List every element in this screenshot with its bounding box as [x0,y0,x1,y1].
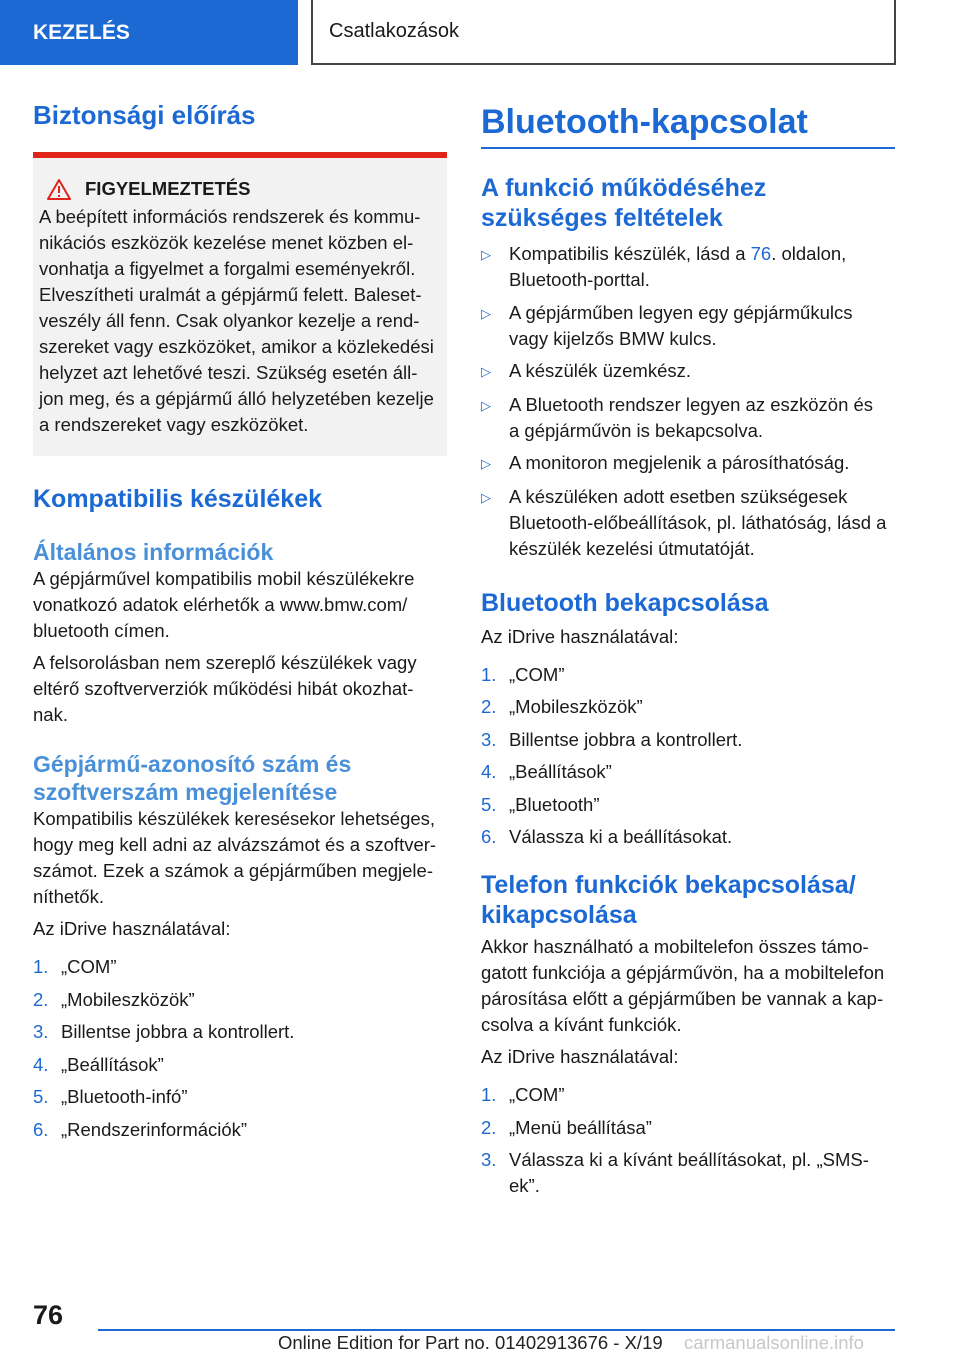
bullet-icon: ▷ [481,364,491,379]
list-item: ▷ A monitoron megjelenik a párosíthatóság. [481,450,895,477]
edition-text: Online Edition for Part no. 01402913676 - X/19 [278,1332,663,1353]
page-link[interactable]: 76 [750,243,772,264]
footer-divider [98,1329,895,1331]
warning-text: A beépített információs rendszerek és kommu- nikációs eszközök kezelése menet közben el- vonhatja a figyelmet a forgalmi eseményekről. Elveszítheti uralmát a gépjármű felett. Baleset- veszély áll fenn. Csak olyankor kezelje a rend- szereket vagy eszközöket, amikor a közlekedési helyzet azt lehetővé teszi. Szükség esetén áll- jon meg, és a gépjármű álló helyzetében kezelje a rendszereket vagy eszközöket. [39,206,434,435]
list-item: 3. Billentse jobbra a kontrollert. [481,728,743,750]
vin-paragraph: Kompatibilis készülékek keresésekor lehetséges, hogy meg kell adni az alvázszámot és a szoftver- számot. Ezek a számok a gépjárműben megjele- níthetők. [33,808,437,907]
bluetooth-steps [481,662,895,851]
page-number: 76 [33,1300,64,1330]
section-label: KEZELÉS [33,20,130,44]
general-heading: Általános információk [33,539,274,565]
warning-title: FIGYELMEZTETÉS [85,178,251,199]
vin-heading: Gépjármű-azonosító szám és szoftverszám megjelenítése [33,751,352,805]
left-column [33,100,447,1149]
list-item: 6. Válassza ki a beállításokat. [481,826,733,847]
list-item: 3. Billentse jobbra a kontrollert. [33,1021,295,1042]
list-item: 4. „Beállítások” [33,1053,164,1075]
page-title: Bluetooth-kapcsolat [481,100,895,149]
safety-heading: Biztonsági előírás [33,100,256,130]
chapter-label: Csatlakozások [329,20,460,42]
general-paragraph-2: A felsorolásban nem szereplő készülékek vagy eltérő szoftververziók működési hibát okozhat- nak. [33,652,417,725]
list-item: 4. „Beállítások” [481,761,612,782]
list-item: ▷ A gépjárműben legyen egy gépjárműkulcs vagy kijelzős BMW kulcs. [481,300,895,352]
compat-heading: Kompatibilis készülékek [33,485,323,513]
watermark: carmanualsonline.info [684,1332,864,1353]
idrive-intro: Az iDrive használatával: [33,918,231,939]
warning-title-row [39,178,441,200]
list-item: ▷ A készülék üzemkész. [481,358,895,385]
bullet-icon: ▷ [481,489,491,505]
chapter-tab [311,0,896,65]
list-item: 2. „Menü beállítása” [481,1116,652,1138]
list-item: 2. „Mobileszközök” [481,696,643,717]
phone-functions-heading: Telefon funkciók bekapcsolása/ kikapcsolása [481,871,856,929]
bluetooth-on-heading: Bluetooth bekapcsolása [481,588,769,617]
list-item: 3. Válassza ki a kívánt beállításokat, pl. „SMS- ek”. [481,1149,869,1196]
warning-triangle-icon [47,179,71,200]
vin-steps [33,954,447,1143]
list-item: 6. „Rendszerinformációk” [33,1118,248,1140]
requirements-heading: A funkció működéséhez szükséges feltételek [481,174,767,232]
bullet-icon: ▷ [481,247,491,262]
idrive-intro: Az iDrive használatával: [481,625,679,647]
phone-paragraph: Akkor használható a mobiltelefon összes támo- gatott funkciója a gépjárművön, ha a mobiltelefon párosítása előtt a gépjárműben be vannak a kap- csolva a kívánt funkciók. [481,936,885,1035]
list-item: ▷ A készüléken adott esetben szükségesek Bluetooth-előbeállítások, pl. láthatóság, lásd a készülék kezelési útmutatóját. [481,484,895,562]
list-item: ▷ A Bluetooth rendszer legyen az eszközön és a gépjárművön is bekapcsolva. [481,392,895,444]
general-paragraph-1: A gépjárművel kompatibilis mobil készülékekre vonatkozó adatok elérhetők a www.bmw.com/ bluetooth címen. [33,568,415,641]
list-item: ▷ Kompatibilis készülék, lásd a 76. oldalon, Bluetooth-porttal. [481,241,895,293]
bullet-icon: ▷ [481,397,491,413]
list-item: 2. „Mobileszközök” [33,988,195,1010]
phone-steps [481,1082,895,1199]
idrive-intro: Az iDrive használatával: [481,1046,679,1067]
list-item: 5. „Bluetooth” [481,793,600,815]
right-column [481,100,895,1206]
section-tab [0,0,298,65]
requirements-list [481,241,895,562]
list-item: 1. „COM” [481,1084,565,1105]
list-item: 1. „COM” [481,663,565,685]
warning-box [33,152,447,456]
bullet-icon: ▷ [481,456,491,471]
list-item: 1. „COM” [33,956,117,977]
list-item: 5. „Bluetooth-infó” [33,1086,188,1107]
bullet-icon: ▷ [481,305,491,321]
